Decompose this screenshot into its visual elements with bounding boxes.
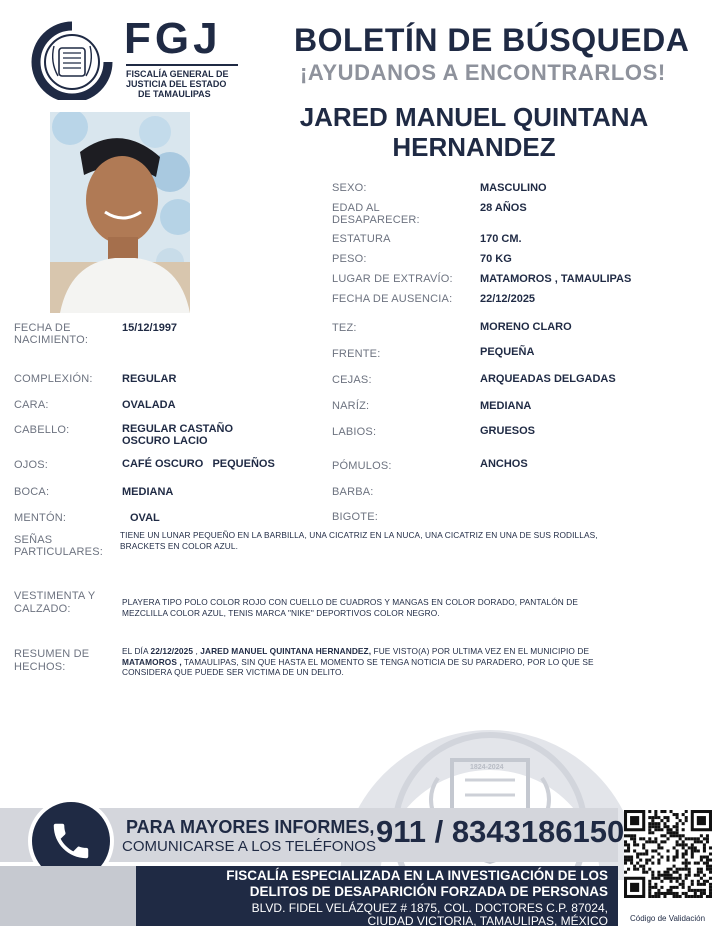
cara-label: CARA: — [14, 399, 49, 411]
vestimenta-label-1: VESTIMENTA Y — [14, 590, 96, 602]
contact-phone[interactable]: 911 / 8343186150 — [376, 814, 625, 849]
logo-subtitle-2: JUSTICIA DEL ESTADO — [126, 79, 227, 89]
frente-label: FRENTE: — [332, 348, 381, 360]
logo-divider — [126, 64, 238, 66]
nacimiento-value: 15/12/1997 — [122, 322, 178, 334]
person-name-line-2: HERNANDEZ — [392, 132, 556, 162]
barba-label: BARBA: — [332, 486, 374, 498]
bulletin-title: BOLETÍN DE BÚSQUEDA — [294, 22, 690, 58]
resumen-label-2: HECHOS: — [14, 661, 66, 673]
logo-letters: FGJ — [124, 14, 222, 63]
lugar-label: LUGAR DE EXTRAVÍO: — [332, 273, 453, 285]
seal-years: 1824-2024 — [470, 764, 504, 771]
resumen-label-1: RESUMEN DE — [14, 648, 90, 660]
cabello-value-1: REGULAR CASTAÑO — [122, 423, 234, 435]
contact-line-2: COMUNICARSE A LOS TELÉFONOS — [122, 838, 376, 855]
tez-value: MORENO CLARO — [480, 321, 572, 333]
boca-value: MEDIANA — [122, 486, 174, 498]
resumen-line-3: CONSIDERA QUE PUEDE SER VICTIMA DE UN DELITO. — [122, 667, 344, 677]
nariz-value: MEDIANA — [480, 400, 532, 412]
complexion-label: COMPLEXIÓN: — [14, 373, 93, 385]
qr-caption: Código de Validación — [630, 914, 706, 923]
tez-label: TEZ: — [332, 322, 357, 334]
resumen-text-part: FUE VISTO(A) POR ULTIMA VEZ EN EL MUNICIPIO DE — [371, 646, 590, 656]
footer-line-3: BLVD. FIDEL VELÁZQUEZ # 1875, COL. DOCTORES C.P. 87024, — [251, 901, 608, 915]
person-photo — [50, 112, 190, 313]
fgj-logo — [30, 14, 240, 100]
complexion-value: REGULAR — [122, 373, 177, 385]
cabello-value-2: OSCURO LACIO — [122, 435, 208, 447]
vestimenta-text-line-2: MEZCLILLA COLOR AZUL, TENIS MARCA "NIKE" DEPORTIVOS COLOR NEGRO. — [122, 607, 440, 618]
cejas-value: ARQUEADAS DELGADAS — [480, 373, 616, 385]
peso-label: PESO: — [332, 253, 367, 265]
frente-value: PEQUEÑA — [480, 346, 535, 358]
resumen-line-1 — [122, 646, 702, 657]
nariz-label: NARÍZ: — [332, 400, 370, 412]
senas-text-line-2: BRACKETS EN COLOR AZUL. — [120, 540, 239, 551]
footer-band-left — [0, 866, 138, 926]
estatura-value: 170 CM. — [480, 233, 522, 245]
sexo-label: SEXO: — [332, 182, 367, 194]
nacimiento-label-2: NACIMIENTO: — [14, 334, 89, 346]
logo-subtitle-3: DE TAMAULIPAS — [138, 89, 211, 99]
vestimenta-text — [122, 597, 702, 618]
senas-label-2: PARTICULARES: — [14, 546, 103, 558]
footer-line-4: CIUDAD VICTORIA, TAMAULIPAS, MÉXICO — [367, 914, 608, 928]
logo-subtitle-1: FISCALÍA GENERAL DE — [126, 69, 229, 79]
resumen-text — [122, 646, 702, 678]
resumen-text-part: EL DÍA — [122, 646, 151, 656]
labios-value: GRUESOS — [480, 425, 536, 437]
qr-code-icon[interactable] — [624, 810, 712, 898]
nacimiento-label-1: FECHA DE — [14, 322, 71, 334]
vestimenta-text-line-1: PLAYERA TIPO POLO COLOR ROJO CON CUELLO DE CUADROS Y MANGAS EN COLOR DORADO, PANTALÓN DE — [122, 597, 579, 607]
fecha-ausencia-label: FECHA DE AUSENCIA: — [332, 293, 453, 305]
resumen-text-part: , — [193, 646, 201, 656]
edad-value: 28 AÑOS — [480, 202, 527, 214]
bigote-label: BIGOTE: — [332, 511, 379, 523]
vestimenta-label-2: CALZADO: — [14, 603, 71, 615]
senas-text — [120, 530, 700, 551]
senas-label-1: SEÑAS — [14, 534, 53, 546]
cejas-label: CEJAS: — [332, 374, 372, 386]
boca-label: BOCA: — [14, 486, 50, 498]
phone-icon — [48, 818, 94, 864]
pomulos-label: PÓMULOS: — [332, 460, 392, 472]
peso-value: 70 KG — [480, 253, 512, 265]
menton-label: MENTÓN: — [14, 512, 67, 524]
resumen-date: 22/12/2025 — [150, 646, 194, 656]
resumen-place: MATAMOROS , — [122, 656, 182, 667]
resumen-line-2 — [122, 657, 702, 668]
edad-label-1: EDAD AL — [332, 202, 380, 214]
footer-line-2: DELITOS DE DESAPARICIÓN FORZADA DE PERSONAS — [249, 884, 608, 899]
estatura-label: ESTATURA — [332, 233, 391, 245]
contact-line-1: PARA MAYORES INFORMES, — [126, 817, 375, 837]
fecha-ausencia-value: 22/12/2025 — [480, 293, 536, 305]
resumen-person-name: JARED MANUEL QUINTANA HERNANDEZ, — [200, 646, 372, 656]
footer-line-1: FISCALÍA ESPECIALIZADA EN LA INVESTIGACIÓN DE LOS — [226, 868, 608, 883]
menton-value: OVAL — [130, 512, 160, 524]
ojos-value: CAFÉ OSCURO PEQUEÑOS — [122, 458, 275, 470]
person-name-line-1: JARED MANUEL QUINTANA — [299, 102, 649, 132]
ojos-label: OJOS: — [14, 459, 49, 471]
edad-label-2: DESAPARECER: — [332, 214, 420, 226]
resumen-text-part: TAMAULIPAS, SIN QUE HASTA EL MOMENTO SE TENGA NOTICIA DE SU PARADERO, POR LO QUE SE — [181, 656, 594, 667]
fgj-seal-icon — [30, 20, 114, 100]
sexo-value: MASCULINO — [480, 182, 547, 194]
lugar-value: MATAMOROS , TAMAULIPAS — [480, 273, 632, 285]
bulletin-subtitle: ¡AYUDANOS A ENCONTRARLOS! — [300, 60, 666, 85]
senas-text-line-1: TIENE UN LUNAR PEQUEÑO EN LA BARBILLA, UNA CICATRIZ EN LA NUCA, UNA CICATRIZ EN UNA DE SUS RODILLAS, — [120, 530, 598, 540]
labios-label: LABIOS: — [332, 426, 377, 438]
cabello-label: CABELLO: — [14, 424, 70, 436]
cara-value: OVALADA — [122, 399, 176, 411]
pomulos-value: ANCHOS — [480, 458, 528, 470]
